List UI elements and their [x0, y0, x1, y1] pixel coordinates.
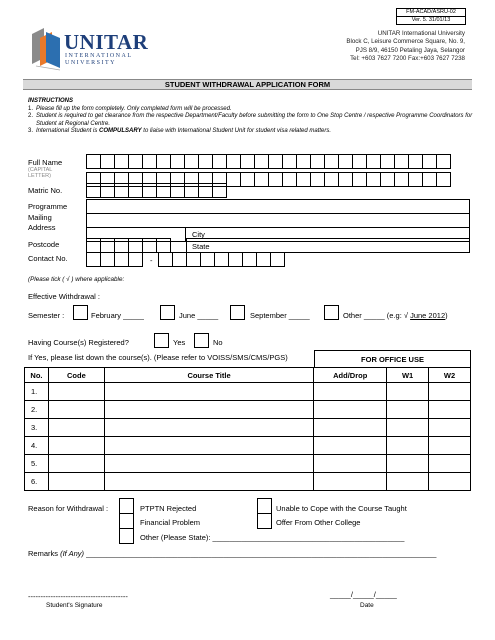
contact-number-boxes[interactable]	[158, 252, 284, 267]
financial-checkbox[interactable]	[119, 513, 134, 529]
header-no: No.	[25, 368, 49, 383]
course-cell[interactable]	[387, 383, 429, 401]
character-box[interactable]	[170, 183, 185, 198]
contact-dash: -	[150, 256, 153, 265]
course-cell[interactable]	[387, 401, 429, 419]
matric-label: Matric No.	[28, 186, 63, 195]
row-number: 3.	[25, 419, 49, 437]
reason-label: Reason for Withdrawal :	[28, 504, 109, 513]
character-box[interactable]	[394, 172, 409, 187]
course-cell[interactable]	[48, 437, 104, 455]
state-field[interactable]	[186, 238, 470, 253]
course-cell[interactable]	[104, 437, 313, 455]
header-w2: W2	[429, 368, 471, 383]
character-box[interactable]	[156, 238, 171, 253]
table-row	[25, 437, 471, 455]
course-cell[interactable]	[387, 437, 429, 455]
form-code: FM-ACAD/ASRU-02	[397, 9, 465, 17]
character-box[interactable]	[408, 172, 423, 187]
offer-label: Offer From Other College	[276, 518, 361, 527]
no-label: No	[213, 338, 223, 347]
logo-subtitle: INTERNATIONAL UNIVERSITY	[65, 53, 133, 66]
effective-withdrawal-label: Effective Withdrawal :	[28, 292, 100, 301]
character-box[interactable]	[408, 154, 423, 169]
february-checkbox[interactable]	[73, 305, 88, 320]
character-box[interactable]	[158, 252, 173, 267]
yes-checkbox[interactable]	[154, 333, 169, 348]
tick-note: (Please tick ( √ ) where applicable:	[28, 276, 125, 283]
unable-checkbox[interactable]	[257, 498, 272, 514]
course-cell[interactable]	[104, 455, 313, 473]
character-box[interactable]	[240, 154, 255, 169]
full-name-label: Full Name	[28, 158, 63, 167]
character-box[interactable]	[352, 172, 367, 187]
character-box[interactable]	[128, 183, 143, 198]
city-label: City	[192, 230, 205, 239]
character-box[interactable]	[366, 172, 381, 187]
character-box[interactable]	[212, 154, 227, 169]
postcode-boxes[interactable]	[86, 238, 170, 253]
course-cell[interactable]	[429, 401, 471, 419]
character-box[interactable]	[114, 154, 129, 169]
address-line: Block C, Leisure Commerce Square, No. 9,	[346, 38, 465, 46]
financial-label: Financial Problem	[140, 518, 201, 527]
character-box[interactable]	[366, 154, 381, 169]
other-semester-label: Other _____ (e.g: √ June 2012)	[343, 311, 448, 320]
character-box[interactable]	[86, 183, 101, 198]
course-cell[interactable]	[48, 473, 104, 491]
contact-label: Contact No.	[28, 254, 68, 263]
character-box[interactable]	[338, 154, 353, 169]
course-cell[interactable]	[104, 473, 313, 491]
course-cell[interactable]	[387, 473, 429, 491]
state-label: State	[192, 242, 210, 251]
instructions-heading: INSTRUCTIONS	[28, 98, 73, 104]
character-box[interactable]	[240, 172, 255, 187]
course-cell[interactable]	[314, 437, 387, 455]
character-box[interactable]	[100, 183, 115, 198]
course-cell[interactable]	[314, 455, 387, 473]
course-cell[interactable]	[429, 419, 471, 437]
table-row	[25, 401, 471, 419]
course-cell[interactable]	[104, 401, 313, 419]
course-cell[interactable]	[429, 473, 471, 491]
character-box[interactable]	[86, 154, 101, 169]
course-cell[interactable]	[48, 419, 104, 437]
form-title: STUDENT WITHDRAWAL APPLICATION FORM	[23, 79, 472, 90]
address-line: PJS 8/9, 46150 Petaling Jaya, Selangor	[355, 46, 465, 54]
remarks-field[interactable]: Remarks (If Any) ____________________________________________________________________________________	[28, 549, 437, 558]
signature-label: Student's Signature	[46, 602, 103, 609]
character-box[interactable]	[324, 154, 339, 169]
character-box[interactable]	[256, 252, 271, 267]
character-box[interactable]	[282, 172, 297, 187]
character-box[interactable]	[156, 154, 171, 169]
row-number: 4.	[25, 437, 49, 455]
table-row	[25, 455, 471, 473]
other-reason-checkbox[interactable]	[119, 528, 134, 544]
character-box[interactable]	[310, 154, 325, 169]
date-line[interactable]: _____/_____/_____	[330, 590, 397, 599]
row-number: 2.	[25, 401, 49, 419]
character-box[interactable]	[324, 172, 339, 187]
no-checkbox[interactable]	[194, 333, 209, 348]
character-box[interactable]	[226, 154, 241, 169]
address-line: Tel: +603 7627 7200 Fax:+603 7627 7238	[350, 54, 465, 62]
character-box[interactable]	[170, 154, 185, 169]
character-box[interactable]	[422, 172, 437, 187]
full-name-boxes-row1[interactable]	[86, 154, 450, 169]
yes-label: Yes	[173, 338, 186, 347]
mailing-label: Mailing	[28, 213, 52, 222]
character-box[interactable]	[100, 154, 115, 169]
character-box[interactable]	[142, 154, 157, 169]
character-box[interactable]	[128, 252, 143, 267]
course-cell[interactable]	[387, 419, 429, 437]
table-row	[25, 419, 471, 437]
row-number: 1.	[25, 383, 49, 401]
character-box[interactable]	[198, 154, 213, 169]
character-box[interactable]	[310, 172, 325, 187]
character-box[interactable]	[212, 183, 227, 198]
character-box[interactable]	[296, 172, 311, 187]
character-box[interactable]	[436, 154, 451, 169]
address-field-line1[interactable]	[86, 213, 470, 228]
instruction-item: 3. International Student is COMPULSARY to liaise with International Student Unit for student visa related matters.	[28, 128, 332, 135]
character-box[interactable]	[156, 183, 171, 198]
character-box[interactable]	[226, 172, 241, 187]
character-box[interactable]	[270, 252, 285, 267]
course-cell[interactable]	[314, 473, 387, 491]
character-box[interactable]	[184, 183, 199, 198]
other-reason-field[interactable]: Other (Please State): ______________________________________________	[140, 533, 405, 542]
address-label: Address	[28, 223, 56, 232]
course-cell[interactable]	[314, 401, 387, 419]
character-box[interactable]	[268, 172, 283, 187]
course-cell[interactable]	[387, 455, 429, 473]
character-box[interactable]	[282, 154, 297, 169]
university-address	[346, 30, 465, 63]
other-semester-checkbox[interactable]	[324, 305, 339, 320]
character-box[interactable]	[172, 252, 187, 267]
offer-checkbox[interactable]	[257, 513, 272, 529]
course-cell[interactable]	[429, 455, 471, 473]
office-use-header: FOR OFFICE USE	[314, 350, 471, 368]
course-cell[interactable]	[429, 383, 471, 401]
ptptn-label: PTPTN Rejected	[140, 504, 197, 513]
row-number: 6.	[25, 473, 49, 491]
character-box[interactable]	[380, 154, 395, 169]
header-add-drop: Add/Drop	[314, 368, 387, 383]
matric-boxes[interactable]	[86, 183, 226, 198]
character-box[interactable]	[228, 252, 243, 267]
instruction-item: 2. Student is required to get clearance from the respective Department/Faculty before submitting the form to One Stop Centre / respective Programme Coordinators for Student at Regional Centre.	[28, 113, 473, 127]
if-yes-instruction: If Yes, please list down the course(s). (Please refer to VOISS/SMS/CMS/PGS)	[28, 353, 288, 362]
june-label: June _____	[179, 311, 219, 320]
course-cell[interactable]	[48, 383, 104, 401]
character-box[interactable]	[268, 154, 283, 169]
unable-label: Unable to Cope with the Course Taught	[276, 504, 407, 513]
having-courses-label: Having Course(s) Registered?	[28, 338, 129, 347]
course-cell[interactable]	[104, 383, 313, 401]
september-label: September _____	[250, 311, 310, 320]
june-checkbox[interactable]	[160, 305, 175, 320]
character-box[interactable]	[242, 252, 257, 267]
character-box[interactable]	[142, 238, 157, 253]
character-box[interactable]	[214, 252, 229, 267]
capital-letter-note: (CAPITAL LETTER)	[28, 167, 53, 179]
signature-line[interactable]: ----------------------------------------	[28, 592, 128, 601]
september-checkbox[interactable]	[230, 305, 245, 320]
unitar-logo	[30, 24, 149, 76]
instructions-section	[28, 98, 473, 136]
form-reference-box	[396, 8, 466, 25]
february-label: February _____	[91, 311, 144, 320]
course-cell[interactable]	[48, 401, 104, 419]
character-box[interactable]	[198, 183, 213, 198]
character-box[interactable]	[200, 252, 215, 267]
character-box[interactable]	[142, 183, 157, 198]
address-line: UNITAR International University	[377, 30, 465, 37]
character-box[interactable]	[254, 154, 269, 169]
contact-prefix-boxes[interactable]	[86, 252, 142, 267]
logo-wordmark: UNITAR	[64, 30, 149, 54]
course-cell[interactable]	[48, 455, 104, 473]
course-cell[interactable]	[104, 419, 313, 437]
header-code: Code	[48, 368, 104, 383]
character-box[interactable]	[114, 238, 129, 253]
character-box[interactable]	[114, 183, 129, 198]
semester-label: Semester :	[28, 311, 65, 320]
ptptn-checkbox[interactable]	[119, 498, 134, 514]
character-box[interactable]	[352, 154, 367, 169]
character-box[interactable]	[114, 252, 129, 267]
course-cell[interactable]	[429, 437, 471, 455]
course-cell[interactable]	[314, 419, 387, 437]
programme-field[interactable]	[86, 199, 470, 214]
course-table	[24, 367, 471, 491]
character-box[interactable]	[186, 252, 201, 267]
character-box[interactable]	[128, 238, 143, 253]
character-box[interactable]	[338, 172, 353, 187]
row-number: 5.	[25, 455, 49, 473]
table-row	[25, 383, 471, 401]
header-course-title: Course Title	[104, 368, 313, 383]
table-row	[25, 473, 471, 491]
character-box[interactable]	[100, 252, 115, 267]
character-box[interactable]	[380, 172, 395, 187]
character-box[interactable]	[184, 154, 199, 169]
course-cell[interactable]	[314, 383, 387, 401]
character-box[interactable]	[394, 154, 409, 169]
character-box[interactable]	[296, 154, 311, 169]
form-version: Ver. 5. 31/01/13	[411, 17, 451, 23]
instruction-item: 1. Please fill up the form completely. Only completed form will be processed.	[28, 105, 232, 112]
header-w1: W1	[387, 368, 429, 383]
postcode-label: Postcode	[28, 240, 60, 249]
character-box[interactable]	[86, 238, 101, 253]
character-box[interactable]	[100, 238, 115, 253]
character-box[interactable]	[86, 252, 101, 267]
character-box[interactable]	[128, 154, 143, 169]
programme-label: Programme	[28, 202, 68, 211]
character-box[interactable]	[436, 172, 451, 187]
table-header-row	[25, 368, 471, 383]
character-box[interactable]	[422, 154, 437, 169]
date-label: Date	[360, 602, 374, 609]
character-box[interactable]	[254, 172, 269, 187]
